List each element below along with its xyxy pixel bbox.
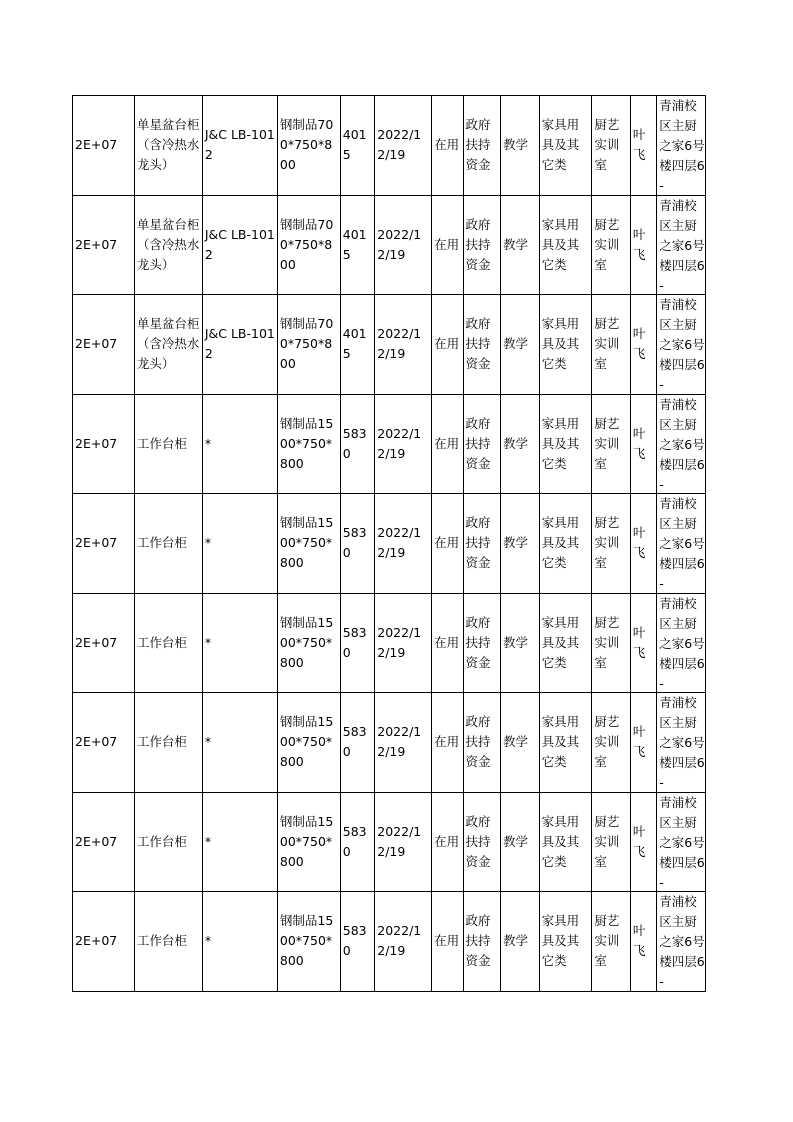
- spec-cell: [277, 792, 340, 892]
- keeper-cell: [630, 593, 656, 693]
- category-text: 家具用具及其它类: [541, 714, 580, 770]
- table-row: [73, 394, 706, 494]
- status-text: 在用: [434, 933, 460, 949]
- use-text: 教学: [503, 336, 529, 352]
- keeper-cell: [630, 195, 656, 295]
- model-cell: [202, 195, 277, 295]
- usage-cell: [501, 892, 540, 992]
- keeper-cell: [630, 96, 656, 196]
- table-row: [73, 494, 706, 594]
- spec-cell: [277, 96, 340, 196]
- keeper-text: 叶飞: [632, 624, 646, 660]
- keeper-text: 叶飞: [632, 823, 646, 859]
- model-cell: [202, 295, 277, 395]
- name-text: 单星盆台柜（含冷热水龙头）: [136, 117, 200, 173]
- table-row: [73, 295, 706, 395]
- location-cell: [657, 295, 706, 395]
- date-text: 2022/12/19: [377, 127, 422, 163]
- price-text: 5830: [342, 624, 367, 660]
- category-cell: [539, 892, 592, 992]
- spec-text: 钢制品1500*750*800: [279, 614, 334, 670]
- date-cell: [375, 593, 432, 693]
- fund-source-cell: [463, 494, 501, 594]
- asset-name-cell: [134, 792, 202, 892]
- fund-text: 政府扶持资金: [465, 515, 491, 571]
- id-text: 2E+07: [75, 634, 118, 650]
- price-cell: [340, 792, 374, 892]
- keeper-cell: [630, 394, 656, 494]
- fund-text: 政府扶持资金: [465, 913, 491, 969]
- keeper-text: 叶飞: [632, 724, 646, 760]
- dept-text: 厨艺实训室: [594, 117, 620, 173]
- location-cell: [657, 792, 706, 892]
- date-text: 2022/12/19: [377, 326, 422, 362]
- keeper-text: 叶飞: [632, 923, 646, 959]
- usage-cell: [501, 195, 540, 295]
- price-cell: [340, 195, 374, 295]
- spec-text: 钢制品700*750*800: [279, 117, 334, 173]
- asset-id-cell: [73, 693, 135, 793]
- model-cell: [202, 96, 277, 196]
- department-cell: [592, 693, 631, 793]
- category-cell: [539, 195, 592, 295]
- date-cell: [375, 295, 432, 395]
- keeper-text: 叶飞: [632, 326, 646, 362]
- fund-source-cell: [463, 892, 501, 992]
- use-text: 教学: [503, 137, 529, 153]
- fund-text: 政府扶持资金: [465, 614, 491, 670]
- usage-cell: [501, 593, 540, 693]
- table-row: [73, 593, 706, 693]
- model-cell: [202, 394, 277, 494]
- date-text: 2022/12/19: [377, 724, 422, 760]
- location-cell: [657, 892, 706, 992]
- date-cell: [375, 494, 432, 594]
- location-cell: [657, 593, 706, 693]
- spec-cell: [277, 892, 340, 992]
- status-text: 在用: [434, 236, 460, 252]
- table-body: [73, 96, 706, 992]
- model-text: *: [204, 933, 212, 949]
- status-cell: [432, 693, 463, 793]
- fund-source-cell: [463, 693, 501, 793]
- model-cell: [202, 494, 277, 594]
- fund-text: 政府扶持资金: [465, 316, 491, 372]
- location-cell: [657, 394, 706, 494]
- department-cell: [592, 195, 631, 295]
- spec-cell: [277, 494, 340, 594]
- status-cell: [432, 494, 463, 594]
- id-text: 2E+07: [75, 435, 118, 451]
- status-text: 在用: [434, 634, 460, 650]
- status-cell: [432, 195, 463, 295]
- usage-cell: [501, 494, 540, 594]
- price-cell: [340, 96, 374, 196]
- document-page: [72, 95, 706, 992]
- model-text: *: [204, 535, 212, 551]
- name-text: 工作台柜: [136, 535, 187, 551]
- fund-text: 政府扶持资金: [465, 714, 491, 770]
- model-text: *: [204, 734, 212, 750]
- spec-text: 钢制品700*750*800: [279, 216, 334, 272]
- category-cell: [539, 394, 592, 494]
- date-cell: [375, 394, 432, 494]
- location-cell: [657, 96, 706, 196]
- asset-table: [72, 95, 706, 992]
- price-cell: [340, 494, 374, 594]
- status-cell: [432, 593, 463, 693]
- asset-name-cell: [134, 892, 202, 992]
- name-text: 工作台柜: [136, 933, 187, 949]
- keeper-cell: [630, 892, 656, 992]
- status-text: 在用: [434, 833, 460, 849]
- use-text: 教学: [503, 435, 529, 451]
- asset-name-cell: [134, 295, 202, 395]
- use-text: 教学: [503, 833, 529, 849]
- fund-source-cell: [463, 195, 501, 295]
- model-text: J&C LB-1012: [204, 127, 275, 163]
- category-text: 家具用具及其它类: [541, 117, 580, 173]
- category-cell: [539, 295, 592, 395]
- keeper-cell: [630, 295, 656, 395]
- id-text: 2E+07: [75, 336, 118, 352]
- category-cell: [539, 693, 592, 793]
- fund-text: 政府扶持资金: [465, 117, 491, 173]
- model-text: J&C LB-1012: [204, 326, 275, 362]
- dept-text: 厨艺实训室: [594, 216, 620, 272]
- location-text: 青浦校区主厨之家6号楼四层6-: [659, 695, 705, 791]
- price-text: 5830: [342, 923, 367, 959]
- date-cell: [375, 693, 432, 793]
- keeper-text: 叶飞: [632, 226, 646, 262]
- dept-text: 厨艺实训室: [594, 515, 620, 571]
- asset-id-cell: [73, 892, 135, 992]
- price-text: 5830: [342, 724, 367, 760]
- location-text: 青浦校区主厨之家6号楼四层6-: [659, 595, 705, 691]
- date-text: 2022/12/19: [377, 525, 422, 561]
- dept-text: 厨艺实训室: [594, 913, 620, 969]
- dept-text: 厨艺实训室: [594, 714, 620, 770]
- name-text: 工作台柜: [136, 734, 187, 750]
- price-cell: [340, 295, 374, 395]
- status-cell: [432, 792, 463, 892]
- asset-id-cell: [73, 295, 135, 395]
- dept-text: 厨艺实训室: [594, 415, 620, 471]
- fund-text: 政府扶持资金: [465, 216, 491, 272]
- table-row: [73, 892, 706, 992]
- model-cell: [202, 693, 277, 793]
- status-cell: [432, 394, 463, 494]
- model-text: *: [204, 435, 212, 451]
- spec-text: 钢制品1500*750*800: [279, 913, 334, 969]
- location-text: 青浦校区主厨之家6号楼四层6-: [659, 197, 705, 293]
- department-cell: [592, 394, 631, 494]
- id-text: 2E+07: [75, 535, 118, 551]
- department-cell: [592, 494, 631, 594]
- table-row: [73, 792, 706, 892]
- date-cell: [375, 892, 432, 992]
- name-text: 工作台柜: [136, 833, 187, 849]
- spec-text: 钢制品1500*750*800: [279, 515, 334, 571]
- asset-id-cell: [73, 792, 135, 892]
- asset-id-cell: [73, 593, 135, 693]
- spec-text: 钢制品1500*750*800: [279, 714, 334, 770]
- category-text: 家具用具及其它类: [541, 913, 580, 969]
- model-text: *: [204, 634, 212, 650]
- price-cell: [340, 394, 374, 494]
- location-text: 青浦校区主厨之家6号楼四层6-: [659, 98, 705, 194]
- location-cell: [657, 693, 706, 793]
- fund-source-cell: [463, 394, 501, 494]
- name-text: 工作台柜: [136, 634, 187, 650]
- category-cell: [539, 792, 592, 892]
- name-text: 工作台柜: [136, 435, 187, 451]
- asset-name-cell: [134, 96, 202, 196]
- price-text: 5830: [342, 823, 367, 859]
- id-text: 2E+07: [75, 137, 118, 153]
- date-text: 2022/12/19: [377, 624, 422, 660]
- use-text: 教学: [503, 734, 529, 750]
- asset-id-cell: [73, 195, 135, 295]
- status-cell: [432, 892, 463, 992]
- price-text: 5830: [342, 425, 367, 461]
- location-text: 青浦校区主厨之家6号楼四层6-: [659, 297, 705, 393]
- date-cell: [375, 195, 432, 295]
- id-text: 2E+07: [75, 236, 118, 252]
- location-cell: [657, 494, 706, 594]
- spec-text: 钢制品1500*750*800: [279, 415, 334, 471]
- spec-cell: [277, 195, 340, 295]
- location-cell: [657, 195, 706, 295]
- price-text: 5830: [342, 525, 367, 561]
- price-cell: [340, 593, 374, 693]
- category-cell: [539, 96, 592, 196]
- model-cell: [202, 892, 277, 992]
- status-text: 在用: [434, 137, 460, 153]
- asset-name-cell: [134, 394, 202, 494]
- fund-source-cell: [463, 295, 501, 395]
- dept-text: 厨艺实训室: [594, 614, 620, 670]
- fund-source-cell: [463, 96, 501, 196]
- spec-text: 钢制品700*750*800: [279, 316, 334, 372]
- spec-cell: [277, 295, 340, 395]
- price-text: 4015: [342, 226, 367, 262]
- price-text: 4015: [342, 326, 367, 362]
- status-text: 在用: [434, 435, 460, 451]
- department-cell: [592, 295, 631, 395]
- name-text: 单星盆台柜（含冷热水龙头）: [136, 216, 200, 272]
- status-text: 在用: [434, 734, 460, 750]
- usage-cell: [501, 295, 540, 395]
- keeper-text: 叶飞: [632, 127, 646, 163]
- price-cell: [340, 693, 374, 793]
- location-text: 青浦校区主厨之家6号楼四层6-: [659, 794, 705, 890]
- use-text: 教学: [503, 634, 529, 650]
- category-text: 家具用具及其它类: [541, 515, 580, 571]
- category-text: 家具用具及其它类: [541, 415, 580, 471]
- keeper-cell: [630, 792, 656, 892]
- date-text: 2022/12/19: [377, 425, 422, 461]
- category-text: 家具用具及其它类: [541, 316, 580, 372]
- spec-cell: [277, 693, 340, 793]
- asset-name-cell: [134, 593, 202, 693]
- price-text: 4015: [342, 127, 367, 163]
- department-cell: [592, 593, 631, 693]
- fund-text: 政府扶持资金: [465, 415, 491, 471]
- model-cell: [202, 593, 277, 693]
- category-text: 家具用具及其它类: [541, 216, 580, 272]
- department-cell: [592, 792, 631, 892]
- use-text: 教学: [503, 535, 529, 551]
- use-text: 教学: [503, 236, 529, 252]
- date-text: 2022/12/19: [377, 823, 422, 859]
- date-text: 2022/12/19: [377, 923, 422, 959]
- location-text: 青浦校区主厨之家6号楼四层6-: [659, 396, 705, 492]
- status-text: 在用: [434, 336, 460, 352]
- category-cell: [539, 494, 592, 594]
- id-text: 2E+07: [75, 933, 118, 949]
- dept-text: 厨艺实训室: [594, 813, 620, 869]
- department-cell: [592, 892, 631, 992]
- asset-name-cell: [134, 494, 202, 594]
- department-cell: [592, 96, 631, 196]
- spec-cell: [277, 394, 340, 494]
- asset-name-cell: [134, 195, 202, 295]
- usage-cell: [501, 96, 540, 196]
- keeper-text: 叶飞: [632, 525, 646, 561]
- location-text: 青浦校区主厨之家6号楼四层6-: [659, 496, 705, 592]
- date-cell: [375, 96, 432, 196]
- model-text: *: [204, 833, 212, 849]
- usage-cell: [501, 693, 540, 793]
- asset-id-cell: [73, 96, 135, 196]
- asset-id-cell: [73, 494, 135, 594]
- id-text: 2E+07: [75, 833, 118, 849]
- date-cell: [375, 792, 432, 892]
- asset-name-cell: [134, 693, 202, 793]
- keeper-cell: [630, 693, 656, 793]
- keeper-text: 叶飞: [632, 425, 646, 461]
- model-cell: [202, 792, 277, 892]
- status-cell: [432, 295, 463, 395]
- fund-source-cell: [463, 792, 501, 892]
- status-text: 在用: [434, 535, 460, 551]
- category-cell: [539, 593, 592, 693]
- keeper-cell: [630, 494, 656, 594]
- status-cell: [432, 96, 463, 196]
- table-row: [73, 96, 706, 196]
- category-text: 家具用具及其它类: [541, 614, 580, 670]
- model-text: J&C LB-1012: [204, 226, 275, 262]
- category-text: 家具用具及其它类: [541, 813, 580, 869]
- table-row: [73, 693, 706, 793]
- use-text: 教学: [503, 933, 529, 949]
- spec-text: 钢制品1500*750*800: [279, 813, 334, 869]
- table-row: [73, 195, 706, 295]
- location-text: 青浦校区主厨之家6号楼四层6-: [659, 894, 705, 990]
- name-text: 单星盆台柜（含冷热水龙头）: [136, 316, 200, 372]
- id-text: 2E+07: [75, 734, 118, 750]
- asset-id-cell: [73, 394, 135, 494]
- date-text: 2022/12/19: [377, 226, 422, 262]
- usage-cell: [501, 792, 540, 892]
- fund-source-cell: [463, 593, 501, 693]
- spec-cell: [277, 593, 340, 693]
- dept-text: 厨艺实训室: [594, 316, 620, 372]
- usage-cell: [501, 394, 540, 494]
- price-cell: [340, 892, 374, 992]
- fund-text: 政府扶持资金: [465, 813, 491, 869]
